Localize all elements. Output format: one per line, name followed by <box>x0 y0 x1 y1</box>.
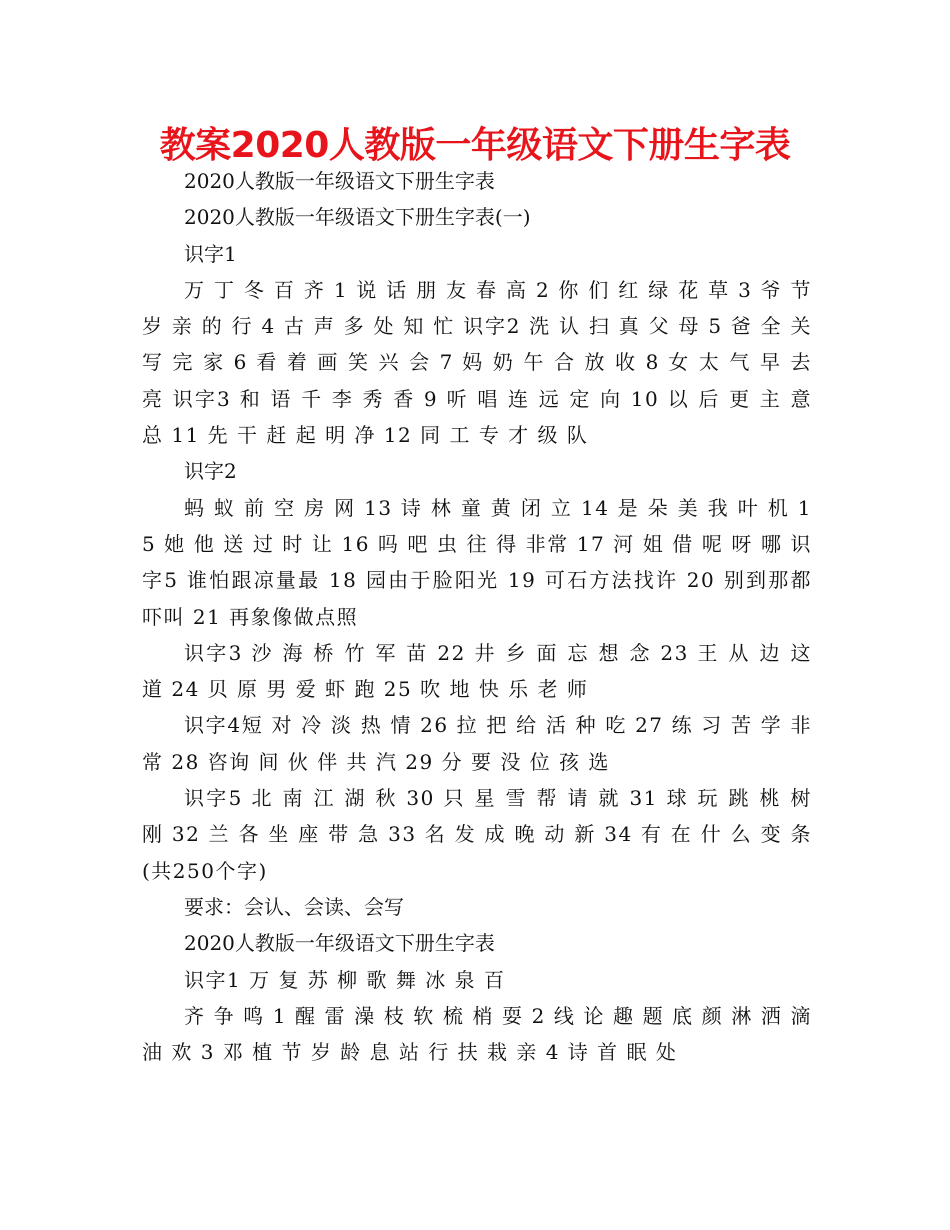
paragraph-requirement: 要求：会认、会读、会写 <box>184 894 404 919</box>
paragraph-character-list: 齐 争 鸣 1 醒 雷 澡 枝 软 梳 梢 耍 2 线 论 趣 题 底 颜 淋 洒 滴 油 欢 3 邓 植 节 岁 龄 息 站 行 扶 栽 亲 4 诗 首 眠 处 <box>142 1003 812 1065</box>
paragraph-character-list: 识字4短 对 冷 淡 热 情 26 拉 把 给 活 种 吃 27 练 习 苦 学 非 常 28 咨询 间 伙 伴 共 汽 29 分 要 没 位 孩 选 <box>142 713 812 774</box>
paragraph-character-list: 万 丁 冬 百 齐 1 说 话 朋 友 春 高 2 你 们 红 绿 花 草 3 爷 节 岁 亲 的 行 4 古 声 多 处 知 忙 识字2 洗 认 扫 真 父 母 5 爸 全 关 写 完 家 6 看 着 画 笑 兴 会 7 妈 奶 午 合 放 收 8 女 太 气 早 去 亮 识字3 和 语 千 李 秀 香 9 听 唱 连 远 定 向 10 以 后 更 主 意 总 11 先 干 赶 起 明 净 12 同 工 专 才 级 队 <box>142 277 812 448</box>
paragraph-heading: 2020人教版一年级语文下册生字表 <box>184 931 495 956</box>
paragraph-subheading: 2020人教版一年级语文下册生字表(一) <box>184 205 531 230</box>
paragraph-character-list: 蚂 蚁 前 空 房 网 13 诗 林 童 黄 闭 立 14 是 朵 美 我 叶 机 15 她 他 送 过 时 让 16 吗 吧 虫 往 得 非常 17 河 姐 借 呢 呀 哪 识字5 谁怕跟凉量最 18 园由于脸阳光 19 可石方法找许 20 别到那都吓叫 21 再象像做点照 <box>142 495 812 629</box>
document-body <box>142 163 812 1070</box>
paragraph-heading: 2020人教版一年级语文下册生字表 <box>184 169 495 193</box>
paragraph-character-list: 识字5 北 南 江 湖 秋 30 只 星 雪 帮 请 就 31 球 玩 跳 桃 树 刚 32 兰 各 坐 座 带 急 33 名 发 成 晚 动 新 34 有 在 什 么 变 条 (共250个字) <box>142 786 812 883</box>
paragraph-character-list: 识字3 沙 海 桥 竹 军 苗 22 井 乡 面 忘 想 念 23 王 从 边 这 道 24 贝 原 男 爱 虾 跑 25 吹 地 快 乐 老 师 <box>142 640 812 702</box>
paragraph-section-label: 识字1 <box>184 241 237 266</box>
paragraph-section-label: 识字2 <box>184 459 237 484</box>
page-title: 教案2020人教版一年级语文下册生字表 <box>159 125 791 166</box>
paragraph-character-list: 识字1 万 复 苏 柳 歌 舞 冰 泉 百 <box>184 967 506 992</box>
